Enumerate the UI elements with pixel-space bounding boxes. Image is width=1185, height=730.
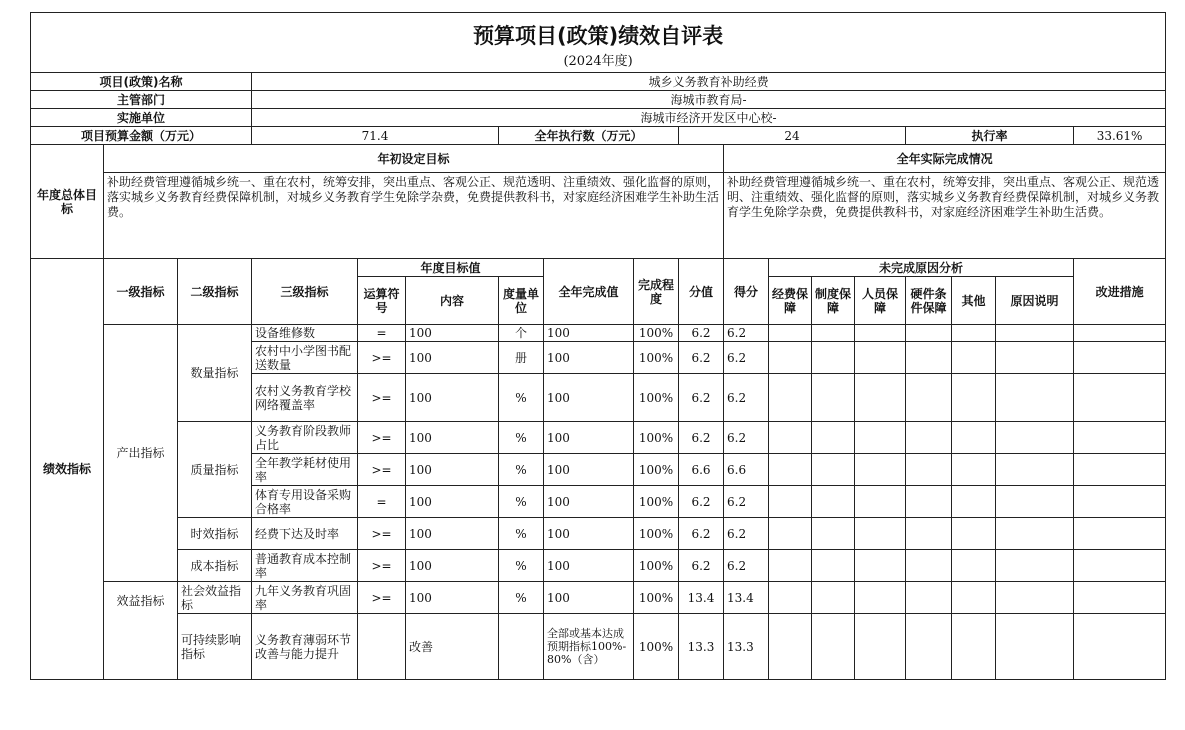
empty-cell	[769, 422, 812, 454]
empty-cell	[812, 518, 855, 550]
content-cell: 100	[406, 582, 499, 614]
empty-cell	[855, 550, 906, 582]
empty-cell	[996, 614, 1074, 680]
empty-cell	[855, 518, 906, 550]
empty-cell	[812, 486, 855, 518]
unit-cell: %	[499, 550, 544, 582]
content-cell: 100	[406, 454, 499, 486]
actual-cell: 100	[544, 374, 634, 422]
completion-cell: 100%	[634, 342, 679, 374]
indicator-cell: 义务教育阶段教师占比	[252, 422, 358, 454]
empty-cell	[812, 582, 855, 614]
implementing-unit-value: 海城市经济开发区中心校-	[252, 109, 1166, 127]
operator-header: 运算符号	[358, 277, 406, 325]
actual-completion-header: 全年实际完成情况	[724, 145, 1166, 173]
empty-cell	[996, 342, 1074, 374]
unit-cell	[499, 614, 544, 680]
empty-cell	[1074, 422, 1166, 454]
reason-staff-header: 人员保障	[855, 277, 906, 325]
operator-cell: =	[358, 325, 406, 342]
score-cell: 13.4	[724, 582, 769, 614]
empty-cell	[906, 454, 952, 486]
report-year: (2024年度)	[31, 53, 1166, 73]
empty-cell	[1074, 582, 1166, 614]
empty-cell	[906, 550, 952, 582]
actual-cell: 全部或基本达成预期指标100%-80%（含）	[544, 614, 634, 680]
points-cell: 6.2	[679, 518, 724, 550]
unit-cell: %	[499, 518, 544, 550]
empty-cell	[1074, 614, 1166, 680]
empty-cell	[906, 614, 952, 680]
empty-cell	[996, 454, 1074, 486]
empty-cell	[812, 422, 855, 454]
score-cell: 6.2	[724, 342, 769, 374]
empty-cell	[996, 422, 1074, 454]
department-value: 海城市教育局-	[252, 91, 1166, 109]
unit-cell: %	[499, 374, 544, 422]
group-sustain: 可持续影响指标	[178, 614, 252, 680]
indicator-cell: 经费下达及时率	[252, 518, 358, 550]
points-cell: 6.2	[679, 486, 724, 518]
unit-cell: 册	[499, 342, 544, 374]
empty-cell	[855, 342, 906, 374]
unit-cell: %	[499, 422, 544, 454]
empty-cell	[952, 342, 996, 374]
improvement-header: 改进措施	[1074, 259, 1166, 325]
content-cell: 100	[406, 342, 499, 374]
empty-cell	[996, 582, 1074, 614]
unit-cell: %	[499, 486, 544, 518]
empty-cell	[769, 325, 812, 342]
table-row	[31, 582, 1166, 614]
reason-hardware-header: 硬件条件保障	[906, 277, 952, 325]
empty-cell	[769, 550, 812, 582]
level1-header: 一级指标	[104, 259, 178, 325]
empty-cell	[996, 325, 1074, 342]
budget-amount-label: 项目预算金额（万元）	[31, 127, 252, 145]
points-cell: 13.4	[679, 582, 724, 614]
table-row	[31, 325, 1166, 342]
points-cell: 13.3	[679, 614, 724, 680]
empty-cell	[952, 374, 996, 422]
empty-cell	[906, 374, 952, 422]
actual-cell: 100	[544, 454, 634, 486]
points-cell: 6.2	[679, 374, 724, 422]
execution-rate-value: 33.61%	[1074, 127, 1166, 145]
points-header: 分值	[679, 259, 724, 325]
operator-cell: >=	[358, 582, 406, 614]
operator-cell: >=	[358, 518, 406, 550]
completion-cell: 100%	[634, 454, 679, 486]
points-cell: 6.2	[679, 342, 724, 374]
indicator-cell: 九年义务教育巩固率	[252, 582, 358, 614]
group-quality: 质量指标	[178, 422, 252, 518]
indicator-cell: 设备维修数	[252, 325, 358, 342]
empty-cell	[952, 486, 996, 518]
content-cell: 100	[406, 325, 499, 342]
operator-cell: >=	[358, 422, 406, 454]
project-name-value: 城乡义务教育补助经费	[252, 73, 1166, 91]
initial-target-header: 年初设定目标	[104, 145, 724, 173]
department-label: 主管部门	[31, 91, 252, 109]
self-evaluation-sheet	[30, 12, 1165, 680]
empty-cell	[906, 486, 952, 518]
empty-cell	[769, 342, 812, 374]
completion-cell: 100%	[634, 374, 679, 422]
score-cell: 6.2	[724, 325, 769, 342]
empty-cell	[1074, 325, 1166, 342]
completion-cell: 100%	[634, 486, 679, 518]
table-row	[31, 518, 1166, 550]
empty-cell	[906, 422, 952, 454]
page-title: 预算项目(政策)绩效自评表	[31, 13, 1166, 53]
empty-cell	[952, 550, 996, 582]
completion-cell: 100%	[634, 582, 679, 614]
score-cell: 6.2	[724, 550, 769, 582]
points-cell: 6.2	[679, 325, 724, 342]
empty-cell	[1074, 550, 1166, 582]
score-cell: 6.2	[724, 374, 769, 422]
empty-cell	[1074, 374, 1166, 422]
operator-cell: >=	[358, 374, 406, 422]
actual-value-header: 全年完成值	[544, 259, 634, 325]
empty-cell	[1074, 518, 1166, 550]
operator-cell: =	[358, 486, 406, 518]
project-name-label: 项目(政策)名称	[31, 73, 252, 91]
empty-cell	[855, 582, 906, 614]
performance-indicators-label: 绩效指标	[31, 259, 104, 680]
unit-cell: 个	[499, 325, 544, 342]
annual-target-header: 年度目标值	[358, 259, 544, 277]
empty-cell	[952, 582, 996, 614]
table-row	[31, 422, 1166, 454]
empty-cell	[1074, 454, 1166, 486]
indicator-cell: 义务教育薄弱环节改善与能力提升	[252, 614, 358, 680]
actual-cell: 100	[544, 486, 634, 518]
evaluation-table	[30, 12, 1166, 680]
empty-cell	[812, 374, 855, 422]
implementing-unit-label: 实施单位	[31, 109, 252, 127]
empty-cell	[996, 374, 1074, 422]
score-cell: 6.2	[724, 422, 769, 454]
content-cell: 100	[406, 518, 499, 550]
table-row	[31, 550, 1166, 582]
score-cell: 6.6	[724, 454, 769, 486]
level3-header: 三级指标	[252, 259, 358, 325]
empty-cell	[906, 518, 952, 550]
empty-cell	[769, 518, 812, 550]
indicator-cell: 普通教育成本控制率	[252, 550, 358, 582]
execution-amount-value: 24	[679, 127, 906, 145]
content-cell: 100	[406, 374, 499, 422]
budget-amount-value: 71.4	[252, 127, 499, 145]
indicator-cell: 体育专用设备采购合格率	[252, 486, 358, 518]
unit-header: 度量单位	[499, 277, 544, 325]
points-cell: 6.2	[679, 550, 724, 582]
actual-cell: 100	[544, 422, 634, 454]
empty-cell	[769, 486, 812, 518]
empty-cell	[952, 518, 996, 550]
score-cell: 6.2	[724, 486, 769, 518]
empty-cell	[812, 325, 855, 342]
execution-amount-label: 全年执行数（万元）	[499, 127, 679, 145]
empty-cell	[996, 486, 1074, 518]
group-timeliness: 时效指标	[178, 518, 252, 550]
table-row	[31, 614, 1166, 680]
completion-cell: 100%	[634, 518, 679, 550]
actual-cell: 100	[544, 342, 634, 374]
empty-cell	[952, 422, 996, 454]
empty-cell	[855, 614, 906, 680]
empty-cell	[1074, 486, 1166, 518]
empty-cell	[855, 454, 906, 486]
indicator-cell: 农村义务教育学校网络覆盖率	[252, 374, 358, 422]
operator-cell: >=	[358, 342, 406, 374]
content-cell: 100	[406, 550, 499, 582]
group-social: 社会效益指标	[178, 582, 252, 614]
points-cell: 6.6	[679, 454, 724, 486]
indicator-cell: 农村中小学图书配送数量	[252, 342, 358, 374]
indicator-cell: 全年教学耗材使用率	[252, 454, 358, 486]
operator-cell: >=	[358, 550, 406, 582]
completion-degree-header: 完成程度	[634, 259, 679, 325]
score-cell: 6.2	[724, 518, 769, 550]
empty-cell	[769, 374, 812, 422]
empty-cell	[812, 454, 855, 486]
group-output: 产出指标	[104, 325, 178, 582]
empty-cell	[906, 582, 952, 614]
annual-goal-label: 年度总体目标	[31, 145, 104, 259]
content-cell: 100	[406, 422, 499, 454]
group-benefit: 效益指标	[104, 582, 178, 680]
score-cell: 13.3	[724, 614, 769, 680]
content-cell: 100	[406, 486, 499, 518]
actual-cell: 100	[544, 582, 634, 614]
unfinished-reasons-header: 未完成原因分析	[769, 259, 1074, 277]
score-header: 得分	[724, 259, 769, 325]
group-quantity: 数量指标	[178, 325, 252, 422]
empty-cell	[855, 422, 906, 454]
execution-rate-label: 执行率	[906, 127, 1074, 145]
empty-cell	[996, 518, 1074, 550]
actual-cell: 100	[544, 518, 634, 550]
unit-cell: %	[499, 582, 544, 614]
completion-cell: 100%	[634, 422, 679, 454]
empty-cell	[1074, 342, 1166, 374]
empty-cell	[812, 342, 855, 374]
empty-cell	[769, 454, 812, 486]
empty-cell	[952, 454, 996, 486]
actual-cell: 100	[544, 325, 634, 342]
empty-cell	[769, 582, 812, 614]
empty-cell	[855, 325, 906, 342]
empty-cell	[996, 550, 1074, 582]
reason-system-header: 制度保障	[812, 277, 855, 325]
empty-cell	[906, 325, 952, 342]
completion-cell: 100%	[634, 550, 679, 582]
reason-explain-header: 原因说明	[996, 277, 1074, 325]
content-header: 内容	[406, 277, 499, 325]
reason-funds-header: 经费保障	[769, 277, 812, 325]
completion-cell: 100%	[634, 614, 679, 680]
empty-cell	[952, 614, 996, 680]
completion-cell: 100%	[634, 325, 679, 342]
reason-other-header: 其他	[952, 277, 996, 325]
group-cost: 成本指标	[178, 550, 252, 582]
initial-target-text: 补助经费管理遵循城乡统一、重在农村，统筹安排，突出重点、客观公正、规范透明、注重绩效、强化监督的原则，落实城乡义务教育经费保障机制，对城乡义务教育学生免除学杂费，免费提供教科书，对家庭经济困难学生补助生活费。	[104, 173, 724, 259]
empty-cell	[952, 325, 996, 342]
actual-completion-text: 补助经费管理遵循城乡统一、重在农村，统筹安排，突出重点、客观公正、规范透明、注重绩效、强化监督的原则，落实城乡义务教育经费保障机制，对城乡义务教育学生免除学杂费，免费提供教科书，对家庭经济困难学生补助生活费。	[724, 173, 1166, 259]
empty-cell	[769, 614, 812, 680]
content-cell: 改善	[406, 614, 499, 680]
operator-cell: >=	[358, 454, 406, 486]
unit-cell: %	[499, 454, 544, 486]
empty-cell	[855, 374, 906, 422]
actual-cell: 100	[544, 550, 634, 582]
empty-cell	[812, 614, 855, 680]
operator-cell	[358, 614, 406, 680]
empty-cell	[906, 342, 952, 374]
empty-cell	[812, 550, 855, 582]
empty-cell	[855, 486, 906, 518]
points-cell: 6.2	[679, 422, 724, 454]
level2-header: 二级指标	[178, 259, 252, 325]
